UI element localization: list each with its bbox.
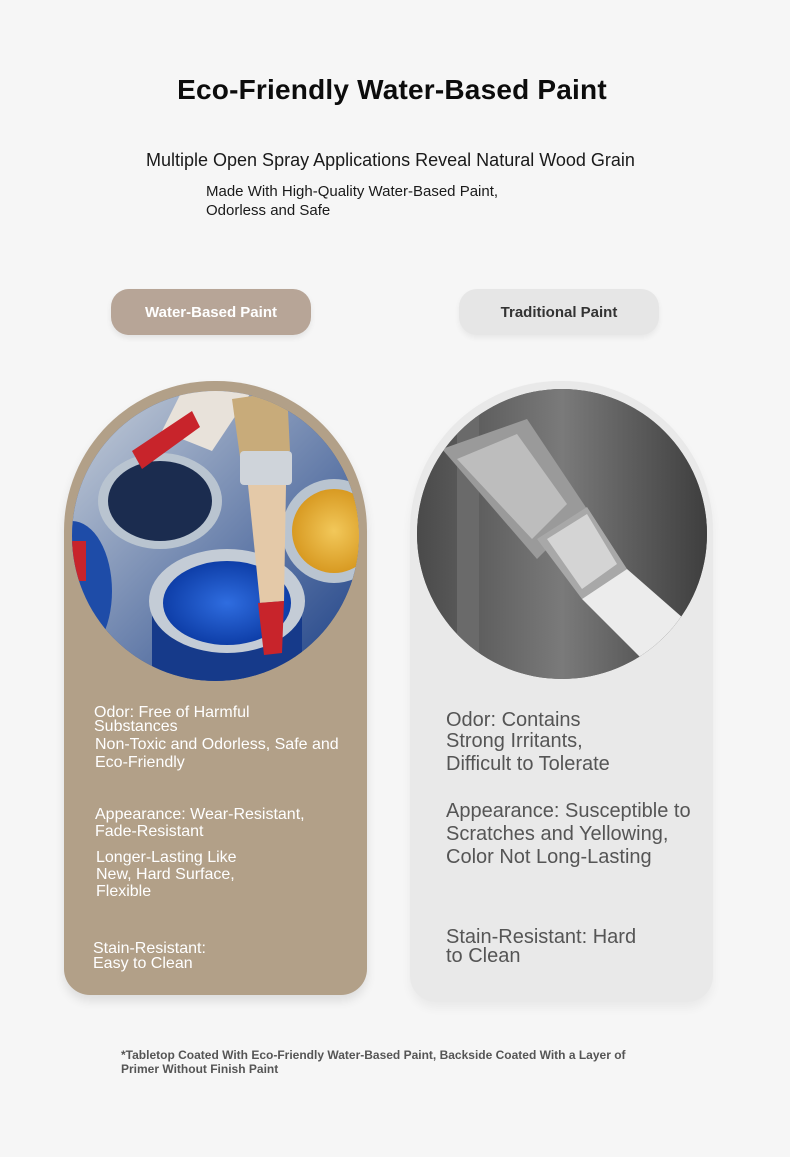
water-odor-heading	[94, 704, 250, 735]
water-based-paint-tab[interactable]	[111, 289, 311, 335]
page-title: Eco-Friendly Water-Based Paint	[177, 74, 607, 105]
text-line: Odor: Contains	[446, 709, 581, 731]
text-line: Longer-Lasting Like	[96, 849, 237, 866]
text-line: to Clean	[446, 945, 521, 967]
text-line: Stain-Resistant: Hard	[446, 926, 637, 948]
text-line: Scratches and Yellowing,	[446, 823, 669, 845]
text-line: Color Not Long-Lasting	[446, 846, 652, 868]
water-odor-detail	[95, 736, 339, 772]
traditional-paint-tab-label: Traditional Paint	[500, 303, 618, 321]
footnote	[121, 1048, 661, 1076]
text-line: New, Hard Surface,	[96, 866, 235, 883]
water-appearance-heading	[95, 806, 305, 840]
text-line: Stain-Resistant:	[93, 940, 206, 957]
text-line: Fade-Resistant	[95, 823, 204, 840]
page-subtitle: Multiple Open Spray Applications Reveal Natural Wood Grain	[146, 150, 635, 170]
description-line: Made With High-Quality Water-Based Paint,	[206, 183, 499, 200]
old-brush-illustration	[417, 389, 707, 679]
text-line: Strong Irritants,	[446, 730, 583, 752]
footnote-line: Primer Without Finish Paint	[121, 1062, 279, 1076]
text-line: Appearance: Susceptible to	[446, 800, 691, 822]
text-line: Non-Toxic and Odorless, Safe and	[95, 736, 339, 753]
footnote-line: *Tabletop Coated With Eco-Friendly Water-Based Paint, Backside Coated With a Layer of	[121, 1048, 626, 1062]
text-line: Eco-Friendly	[95, 754, 185, 771]
traditional-paint-tab[interactable]	[459, 289, 659, 335]
traditional-odor-heading	[446, 710, 610, 775]
traditional-stain-heading	[446, 928, 636, 966]
text-line: Substances	[94, 718, 178, 735]
water-stain-heading	[93, 941, 206, 971]
text-line: Appearance: Wear-Resistant,	[95, 806, 305, 823]
page-description	[206, 182, 498, 220]
text-line: Difficult to Tolerate	[446, 753, 610, 775]
traditional-appearance-heading	[446, 800, 691, 869]
water-based-paint-photo	[72, 391, 359, 681]
text-line: Odor: Free of Harmful	[94, 704, 250, 721]
text-line: Easy to Clean	[93, 955, 193, 972]
description-line: Odorless and Safe	[206, 202, 331, 219]
paint-cans-illustration	[72, 391, 359, 681]
traditional-paint-photo	[417, 389, 707, 679]
water-appearance-detail	[96, 849, 237, 900]
water-based-paint-tab-label: Water-Based Paint	[145, 303, 277, 321]
text-line: Flexible	[96, 883, 152, 900]
